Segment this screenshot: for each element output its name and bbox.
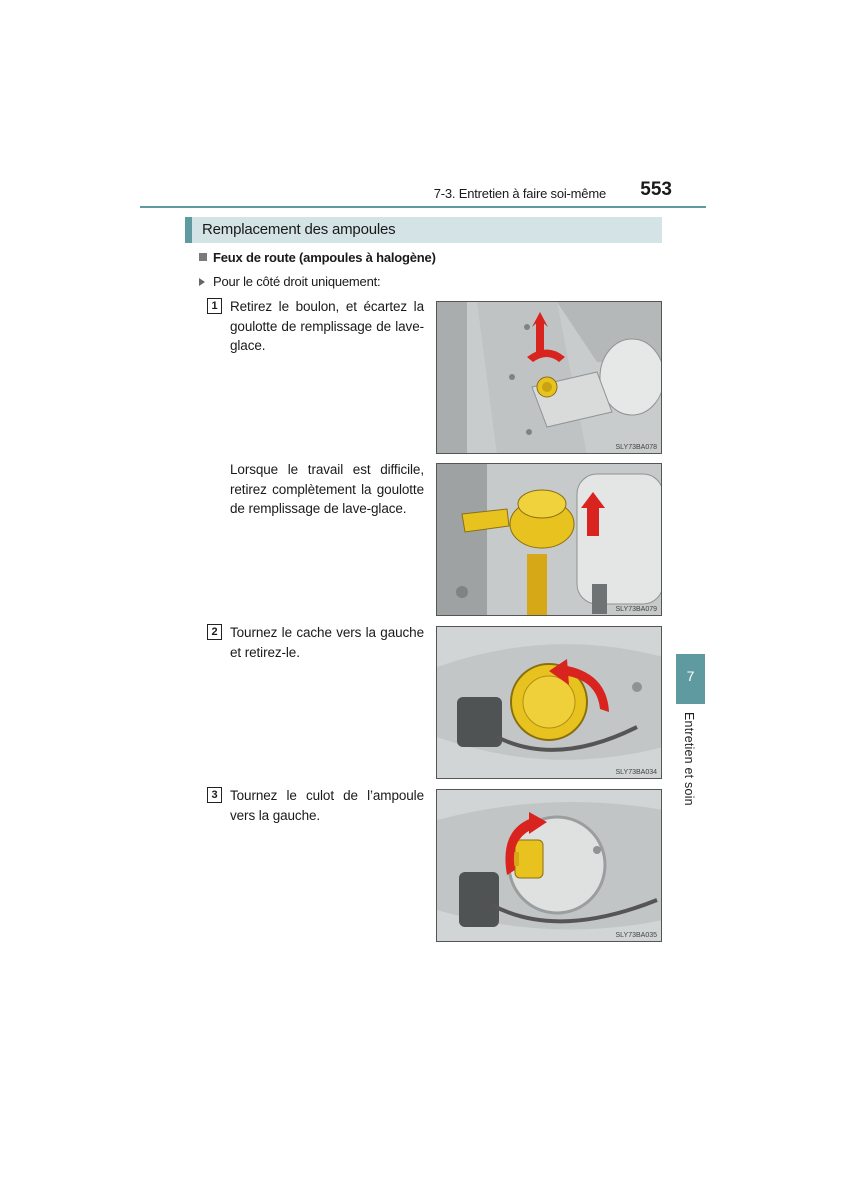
chapter-tab-label: Entretien et soin xyxy=(682,712,696,806)
subheading xyxy=(199,250,436,265)
section-title: Remplacement des ampoules xyxy=(202,221,396,238)
step-number-badge: 2 xyxy=(207,624,222,640)
figure-filler-neck xyxy=(436,463,662,616)
header-divider xyxy=(140,206,706,208)
step-text: Retirez le boulon, et écartez la goulotte de remplissage de lave-glace. xyxy=(230,299,424,353)
bullet-note xyxy=(199,274,380,289)
figure-code: SLY73BA035 xyxy=(615,932,657,939)
filler-neck-removal-illustration-icon xyxy=(437,464,662,616)
figure-bolt-removal xyxy=(436,301,662,454)
bulb-base-rotate-illustration-icon xyxy=(437,790,662,942)
step-number-badge: 1 xyxy=(207,298,222,314)
subheading-text: Feux de route (ampoules à halogène) xyxy=(213,250,436,265)
figure-code: SLY73BA078 xyxy=(615,444,657,451)
triangle-bullet-icon xyxy=(199,278,205,286)
square-bullet-icon xyxy=(199,253,207,261)
figure-code: SLY73BA079 xyxy=(615,606,657,613)
bolt-removal-illustration-icon xyxy=(437,302,662,454)
chapter-title: 7-3. Entretien à faire soi-même xyxy=(433,186,606,201)
bullet-text: Pour le côté droit uniquement: xyxy=(213,274,381,289)
step-text: Tournez le cache vers la gauche et retirez-le. xyxy=(230,625,424,660)
figure-code: SLY73BA034 xyxy=(615,769,657,776)
figure-bulb-base xyxy=(436,789,662,942)
chapter-tab: 7 xyxy=(676,654,705,704)
step-note-text: Lorsque le travail est difficile, retirez complètement la goulotte de remplissage de lave-glace. xyxy=(230,462,424,516)
step-number-badge: 3 xyxy=(207,787,222,803)
page-number: 553 xyxy=(640,179,672,200)
step-text: Tournez le culot de l’ampoule vers la gauche. xyxy=(230,788,424,823)
figure-cover-rotate xyxy=(436,626,662,779)
section-header xyxy=(185,217,662,243)
cover-rotate-illustration-icon xyxy=(437,627,662,779)
